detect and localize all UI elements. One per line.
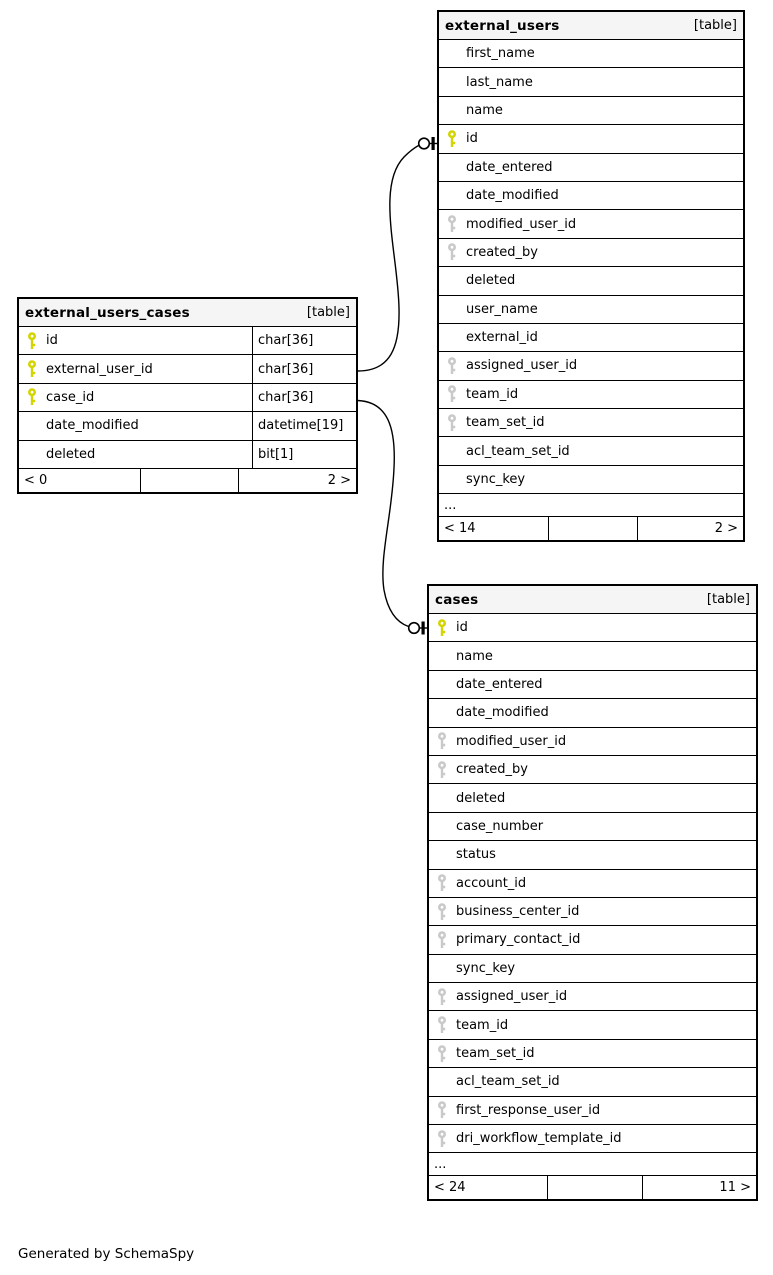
column-row-team_id: [439, 381, 743, 409]
primary-key-icon-slot: [27, 360, 46, 378]
foreign-key-icon-slot: [437, 874, 456, 892]
column-row-modified_user_id: [439, 210, 743, 238]
foreign-key-icon-slot: [447, 385, 466, 403]
foreign-key-icon: [447, 414, 458, 432]
column-name: id: [456, 620, 468, 636]
column-name: account_id: [456, 875, 527, 891]
ellipsis-row: ...: [439, 494, 743, 517]
column-row-external_id: [439, 324, 743, 352]
column-name: created_by: [456, 762, 528, 778]
table-title: cases: [435, 591, 479, 608]
one-cardinality-tee: [422, 622, 425, 635]
column-row-sync_key: [439, 466, 743, 494]
column-row-name: [429, 642, 756, 670]
table-title: external_users: [445, 17, 560, 34]
column-name: date_entered: [466, 159, 553, 175]
column-row-modified_user_id: [429, 728, 756, 756]
table-header-external_users[interactable]: [439, 12, 743, 40]
table-footer: [19, 469, 356, 492]
primary-key-icon-slot: [447, 130, 466, 148]
column-name: dri_workflow_template_id: [456, 1131, 622, 1147]
column-name: date_modified: [456, 705, 549, 721]
column-name: id: [46, 333, 58, 349]
footer-children-count: 2 >: [238, 469, 356, 492]
foreign-key-icon: [437, 988, 448, 1006]
column-name: team_id: [466, 386, 519, 402]
footer-center-cell: [140, 469, 238, 492]
column-name: team_set_id: [456, 1046, 535, 1062]
column-row-case_number: [429, 813, 756, 841]
foreign-key-icon: [437, 1130, 448, 1148]
foreign-key-icon-slot: [437, 903, 456, 921]
foreign-key-icon-slot: [447, 414, 466, 432]
column-row-date_modified: [429, 699, 756, 727]
column-name: team_set_id: [466, 415, 545, 431]
footer-parents-count: < 0: [24, 472, 48, 488]
column-name: first_response_user_id: [456, 1102, 601, 1118]
primary-key-icon: [27, 332, 38, 350]
column-name: date_entered: [456, 676, 543, 692]
footer-children-count: 2 >: [637, 517, 743, 540]
column-row-case_id: [19, 384, 356, 412]
footer-children-count: 11 >: [642, 1176, 756, 1199]
primary-key-icon: [27, 360, 38, 378]
foreign-key-icon-slot: [437, 988, 456, 1006]
column-name: team_id: [456, 1017, 509, 1033]
column-row-id: [439, 125, 743, 153]
foreign-key-icon-slot: [437, 761, 456, 779]
column-row-assigned_user_id: [439, 352, 743, 380]
column-name: modified_user_id: [456, 733, 567, 749]
table-node-external-users-cases: [17, 297, 358, 494]
foreign-key-icon-slot: [437, 1045, 456, 1063]
table-header-cases[interactable]: [429, 586, 756, 614]
column-name: sync_key: [466, 472, 526, 488]
relationship-connector-cases: [358, 401, 427, 635]
column-row-id: [429, 614, 756, 642]
table-footer: [439, 517, 743, 540]
column-name: name: [456, 648, 493, 664]
column-row-id: [19, 327, 356, 355]
column-row-team_set_id: [429, 1040, 756, 1068]
column-type: char[36]: [252, 355, 356, 382]
foreign-key-icon: [437, 1045, 448, 1063]
column-name: business_center_id: [456, 904, 580, 920]
column-name: status: [456, 847, 496, 863]
footer-center-cell: [547, 1176, 642, 1199]
foreign-key-icon-slot: [437, 732, 456, 750]
column-row-first_name: [439, 40, 743, 68]
column-name: user_name: [466, 301, 538, 317]
column-row-date_modified: [19, 412, 356, 440]
column-name: first_name: [466, 46, 535, 62]
column-name: primary_contact_id: [456, 932, 581, 948]
column-type: bit[1]: [252, 441, 356, 468]
table-type-badge: [table]: [306, 305, 350, 320]
column-row-sync_key: [429, 955, 756, 983]
column-type: char[36]: [252, 327, 356, 354]
column-type: char[36]: [252, 384, 356, 411]
column-name: acl_team_set_id: [456, 1074, 560, 1090]
column-name: case_number: [456, 818, 544, 834]
column-row-first_response_user_id: [429, 1097, 756, 1125]
foreign-key-icon-slot: [437, 1101, 456, 1119]
primary-key-icon-slot: [27, 388, 46, 406]
table-node-cases: [427, 584, 758, 1201]
column-row-team_set_id: [439, 409, 743, 437]
foreign-key-icon-slot: [437, 931, 456, 949]
table-type-badge: [table]: [693, 18, 737, 33]
relationship-connector-external-users: [358, 137, 437, 371]
footer-parents-count: < 14: [444, 521, 476, 537]
column-name: external_id: [466, 330, 538, 346]
foreign-key-icon-slot: [447, 243, 466, 261]
column-row-date_entered: [439, 154, 743, 182]
table-footer: [429, 1176, 756, 1199]
table-title: external_users_cases: [25, 304, 190, 321]
column-row-name: [439, 97, 743, 125]
foreign-key-icon: [447, 385, 458, 403]
one-cardinality-tee: [432, 137, 435, 150]
zero-cardinality-circle: [419, 138, 430, 149]
column-row-last_name: [439, 68, 743, 96]
ellipsis-row: ...: [429, 1153, 756, 1176]
table-header-external_users_cases[interactable]: [19, 299, 356, 327]
column-row-primary_contact_id: [429, 926, 756, 954]
table-node-external-users: [437, 10, 745, 542]
foreign-key-icon: [437, 903, 448, 921]
column-row-created_by: [439, 239, 743, 267]
column-row-acl_team_set_id: [439, 437, 743, 465]
column-name: date_modified: [46, 418, 139, 434]
column-name: id: [466, 131, 478, 147]
column-row-created_by: [429, 756, 756, 784]
column-name: name: [466, 102, 503, 118]
column-row-deleted: [439, 267, 743, 295]
column-row-deleted: [429, 784, 756, 812]
foreign-key-icon: [437, 761, 448, 779]
foreign-key-icon-slot: [437, 1016, 456, 1034]
column-row-external_user_id: [19, 355, 356, 383]
column-name: assigned_user_id: [466, 358, 578, 374]
column-row-date_modified: [439, 182, 743, 210]
column-name: sync_key: [456, 960, 516, 976]
column-name: external_user_id: [46, 361, 153, 377]
foreign-key-icon: [437, 732, 448, 750]
foreign-key-icon: [437, 1016, 448, 1034]
column-row-status: [429, 841, 756, 869]
foreign-key-icon: [437, 874, 448, 892]
primary-key-icon-slot: [437, 619, 456, 637]
foreign-key-icon-slot: [437, 1130, 456, 1148]
column-row-user_name: [439, 296, 743, 324]
column-name: deleted: [456, 790, 506, 806]
column-row-business_center_id: [429, 898, 756, 926]
column-name: created_by: [466, 244, 538, 260]
column-name: deleted: [46, 446, 96, 462]
column-row-acl_team_set_id: [429, 1068, 756, 1096]
column-row-team_id: [429, 1011, 756, 1039]
column-row-assigned_user_id: [429, 983, 756, 1011]
footer-parents-count: < 24: [434, 1180, 466, 1196]
table-type-badge: [table]: [706, 592, 750, 607]
generated-by-note: Generated by SchemaSpy: [18, 1246, 195, 1262]
column-name: last_name: [466, 74, 533, 90]
primary-key-icon-slot: [27, 332, 46, 350]
column-name: case_id: [46, 389, 95, 405]
column-row-date_entered: [429, 671, 756, 699]
foreign-key-icon: [447, 243, 458, 261]
column-type: datetime[19]: [252, 412, 356, 439]
column-row-dri_workflow_template_id: [429, 1125, 756, 1153]
foreign-key-icon: [437, 931, 448, 949]
column-name: date_modified: [466, 188, 559, 204]
column-row-account_id: [429, 870, 756, 898]
column-name: modified_user_id: [466, 216, 577, 232]
primary-key-icon: [447, 130, 458, 148]
primary-key-icon: [437, 619, 448, 637]
column-row-deleted: [19, 441, 356, 469]
footer-center-cell: [548, 517, 636, 540]
primary-key-icon: [27, 388, 38, 406]
column-name: deleted: [466, 273, 516, 289]
foreign-key-icon-slot: [447, 215, 466, 233]
foreign-key-icon: [447, 357, 458, 375]
column-name: acl_team_set_id: [466, 443, 570, 459]
zero-cardinality-circle: [409, 623, 420, 634]
foreign-key-icon-slot: [447, 357, 466, 375]
foreign-key-icon: [437, 1101, 448, 1119]
foreign-key-icon: [447, 215, 458, 233]
column-name: assigned_user_id: [456, 989, 568, 1005]
